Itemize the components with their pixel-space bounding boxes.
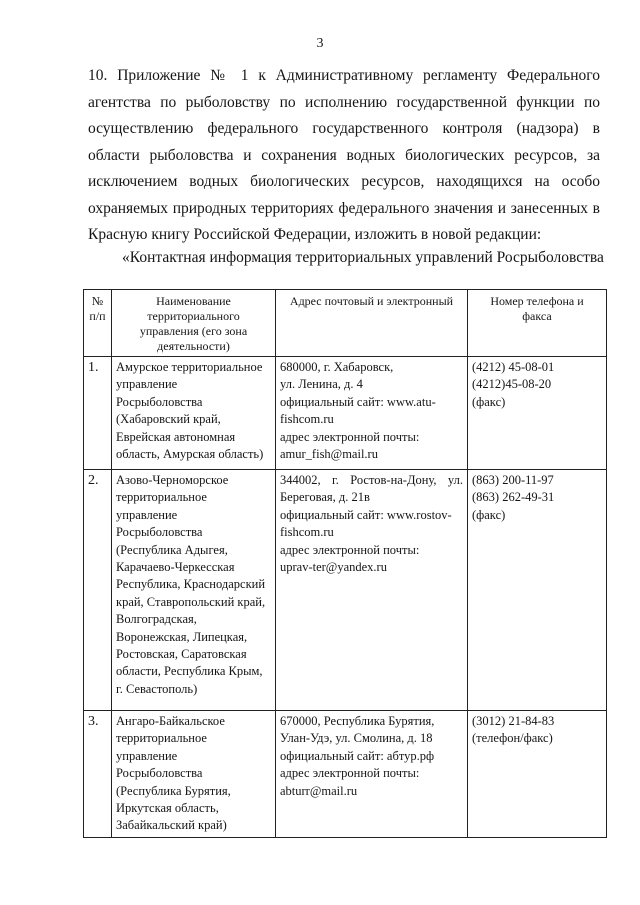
name-line: Иркутская область,	[116, 801, 219, 816]
row-name	[112, 357, 276, 470]
table-row	[84, 711, 607, 838]
header-num-line: №	[91, 294, 104, 308]
row-phone	[468, 357, 607, 470]
phone-line: (4212) 45-08-01	[472, 360, 555, 374]
address-line: адрес электронной почты:	[280, 766, 420, 781]
intro-paragraph	[88, 63, 600, 249]
intro-line: 10. Приложение № 1 к Административному регламенту Федерального	[88, 67, 600, 84]
phone-line: (факс)	[472, 507, 506, 522]
header-name-line: деятельности)	[157, 339, 230, 353]
name-line: области, Республика Крым,	[116, 664, 263, 679]
address-line: официальный сайт: абтур.рф	[280, 748, 435, 763]
address-line: fishcom.ru	[280, 412, 334, 427]
address-line: uprav-ter@yandex.ru	[280, 560, 387, 575]
row-number: 2.	[84, 470, 112, 711]
name-line: управление	[116, 748, 178, 763]
header-address-line: Адрес почтовый и электронный	[289, 294, 454, 308]
address-line: официальный сайт: www.rostov-	[280, 507, 452, 522]
address-line: abturr@mail.ru	[280, 783, 358, 798]
intro-line: области рыболовства и сохранения водных биологических ресурсов, за	[88, 146, 600, 164]
header-num-line: п/п	[89, 309, 106, 323]
name-line: Забайкальский край)	[116, 818, 227, 833]
address-line: Береговая, д. 21в	[280, 490, 370, 505]
row-address	[276, 357, 468, 470]
name-line: Республика, Краснодарский	[116, 577, 266, 592]
name-line: область, Амурская область)	[116, 447, 264, 462]
address-line: адрес электронной почты:	[280, 542, 420, 557]
header-name-line: управления (его зона	[139, 324, 248, 338]
name-line: Ростовская, Саратовская	[116, 647, 247, 662]
row-number: 1.	[84, 357, 112, 470]
contacts-table	[83, 289, 607, 838]
name-line: г. Севастополь)	[116, 681, 198, 696]
intro-line: осуществлению федерального государственного контроля (надзора) в	[88, 120, 600, 137]
header-name-line: территориального	[147, 309, 240, 323]
row-address	[276, 470, 468, 711]
row-name	[112, 470, 276, 711]
name-line: Азово-Черноморское	[116, 473, 229, 487]
header-name	[112, 290, 276, 357]
name-line: управление	[116, 507, 178, 522]
table-row	[84, 470, 607, 711]
name-line: (Республика Бурятия,	[116, 783, 231, 798]
address-line: amur_fish@mail.ru	[280, 447, 378, 462]
name-line: край, Ставропольский край,	[116, 594, 266, 609]
address-line: 344002, г. Ростов-на-Дону, ул.	[280, 473, 463, 487]
name-line: Амурское территориальное	[116, 360, 263, 374]
row-name	[112, 711, 276, 838]
row-phone	[468, 470, 607, 711]
phone-line: (телефон/факс)	[472, 731, 553, 746]
name-line: управление	[116, 377, 178, 392]
header-phone-line: Номер телефона и	[490, 294, 584, 308]
address-line: 680000, г. Хабаровск,	[280, 360, 394, 374]
table-heading: «Контактная информация территориальных управлений Росрыболовства	[122, 249, 604, 266]
phone-line: (факс)	[472, 394, 506, 409]
address-line: официальный сайт: www.atu-	[280, 394, 436, 409]
name-line: (Хабаровский край,	[116, 412, 221, 427]
intro-line: Красную книгу Российской Федерации, изложить в новой редакции:	[88, 226, 542, 243]
address-line: адрес электронной почты:	[280, 429, 420, 444]
name-line: (Республика Адыгея,	[116, 542, 228, 557]
header-num	[84, 290, 112, 357]
name-line: Карачаево-Черкесская	[116, 560, 235, 575]
intro-line: агентства по рыболовству по исполнению государственной функции по	[88, 93, 600, 111]
phone-line: (863) 262-49-31	[472, 490, 555, 505]
phone-line: (863) 200-11-97	[472, 473, 554, 487]
phone-line: (4212)45-08-20	[472, 377, 552, 392]
intro-line: исключением водных биологических ресурсов, находящихся на особо	[88, 173, 600, 190]
page-number: 3	[316, 36, 324, 51]
address-line: ул. Ленина, д. 4	[280, 377, 363, 392]
name-line: Ангаро-Байкальское	[116, 714, 225, 728]
header-phone	[468, 290, 607, 357]
header-address	[276, 290, 468, 357]
address-line: 670000, Республика Бурятия,	[280, 714, 435, 728]
intro-line: охраняемых природных территориях федерального значения и занесенных в	[88, 199, 600, 217]
row-phone	[468, 711, 607, 838]
name-line: Волгоградская,	[116, 612, 197, 627]
row-number: 3.	[84, 711, 112, 838]
name-line: территориальное	[116, 490, 207, 505]
name-line: Еврейская автономная	[116, 429, 236, 444]
address-line: fishcom.ru	[280, 525, 334, 540]
name-line: территориальное	[116, 731, 207, 746]
header-phone-line: факса	[522, 309, 552, 323]
name-line: Росрыболовства	[116, 525, 203, 540]
name-line: Росрыболовства	[116, 766, 203, 781]
row-address	[276, 711, 468, 838]
name-line: Воронежская, Липецкая,	[116, 629, 248, 644]
address-line: Улан-Удэ, ул. Смолина, д. 18	[280, 731, 433, 746]
header-name-line: Наименование	[156, 294, 231, 308]
table-header-row	[84, 290, 607, 357]
table-row	[84, 357, 607, 470]
name-line: Росрыболовства	[116, 394, 203, 409]
phone-line: (3012) 21-84-83	[472, 714, 555, 728]
